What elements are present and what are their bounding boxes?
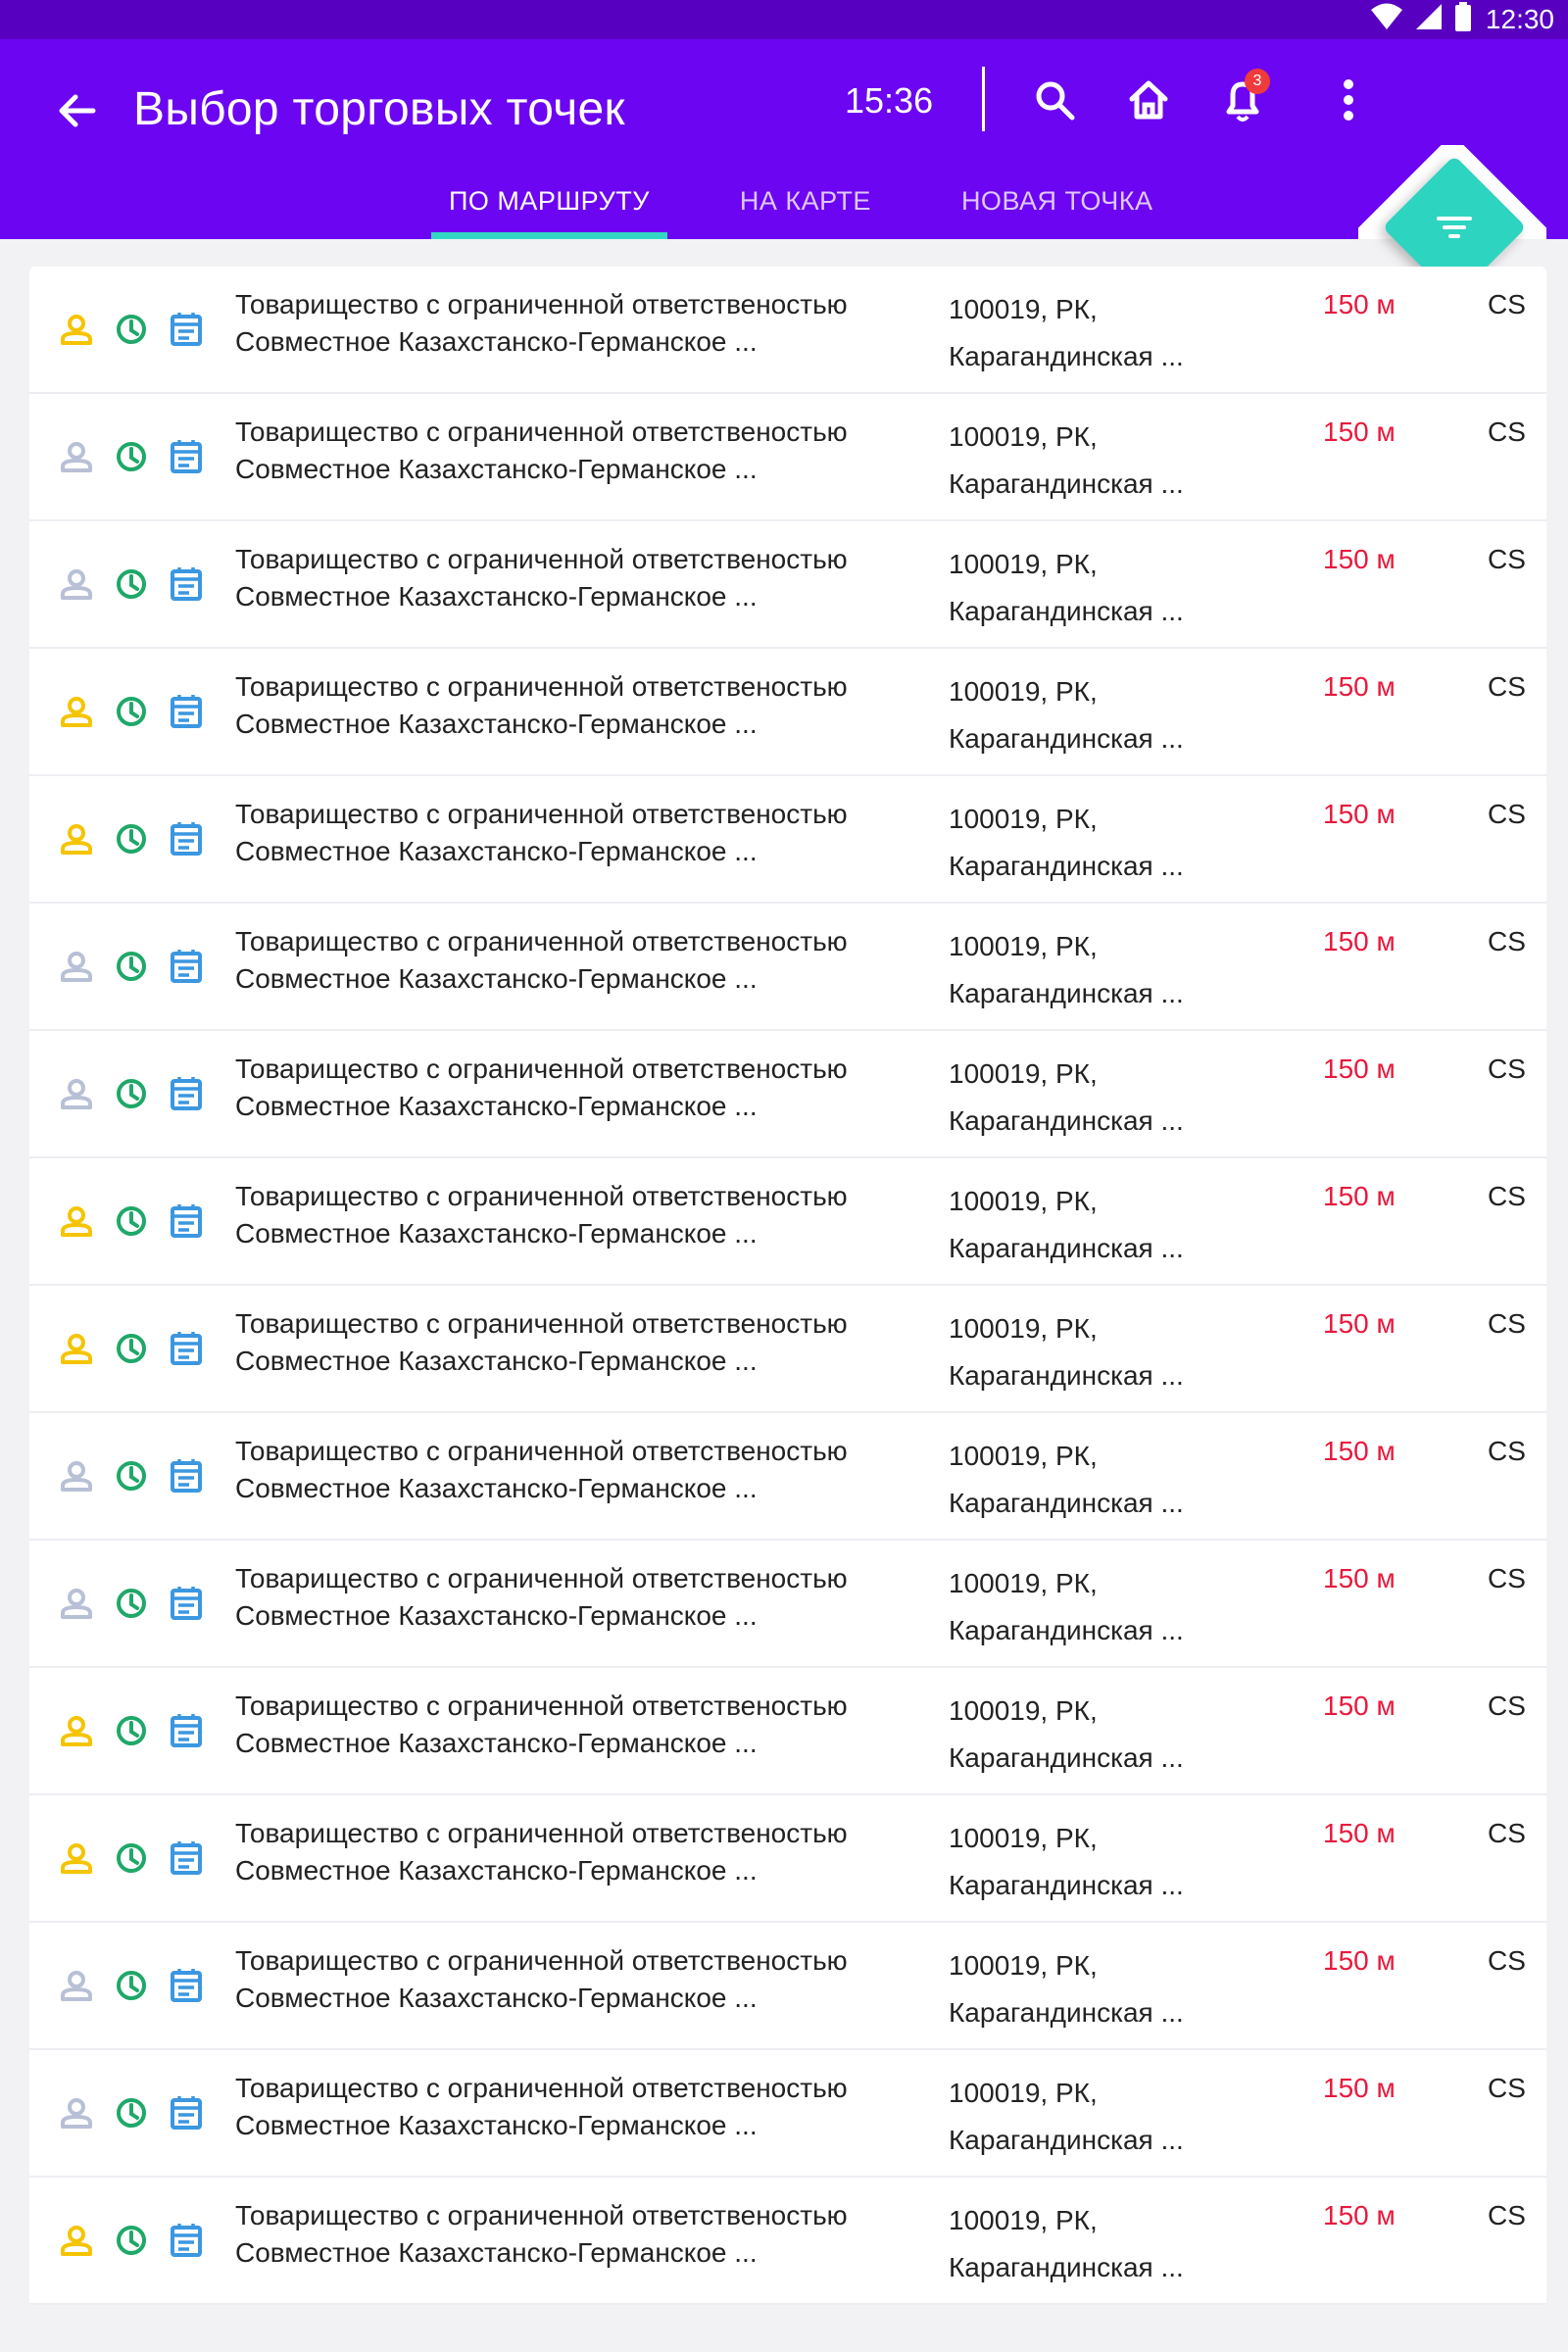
outlet-name-line1: Товарищество с ограниченной ответственостью: [235, 2073, 848, 2103]
tab-new-point[interactable]: [944, 167, 1171, 239]
notifications-button[interactable]: [1211, 69, 1274, 131]
outlet-address: [949, 923, 1243, 1017]
outlet-address-line1: 100019, РК,: [949, 931, 1098, 961]
search-button[interactable]: [1023, 69, 1086, 131]
calendar-icon: [167, 1329, 206, 1368]
person-icon: [57, 1711, 96, 1750]
outlet-address-line2: Карагандинская ...: [949, 851, 1184, 881]
outlet-name: [235, 414, 921, 488]
outlet-name-line2: Совместное Казахстанско-Германское ...: [235, 326, 758, 357]
list-item[interactable]: [29, 1541, 1546, 1668]
clock-icon: [112, 1456, 151, 1495]
outlet-address-line1: 100019, РК,: [949, 1568, 1098, 1598]
outlet-distance: 150 м: [1323, 289, 1396, 319]
header-divider: [982, 67, 985, 131]
outlet-name: [235, 923, 921, 998]
outlet-address: [949, 668, 1243, 762]
outlet-name: [235, 796, 921, 870]
outlet-name-line2: Совместное Казахстанско-Германское ...: [235, 1600, 758, 1631]
outlet-distance: 150 м: [1323, 1690, 1396, 1721]
person-icon: [57, 310, 96, 349]
more-vertical-icon: [1343, 78, 1354, 122]
list-item[interactable]: [29, 1923, 1546, 2050]
list-item[interactable]: [29, 1795, 1546, 1923]
outlet-name: [235, 2197, 921, 2272]
list-item[interactable]: [29, 1158, 1546, 1286]
clock-icon: [112, 819, 151, 858]
calendar-icon: [167, 1456, 206, 1495]
outlet-address-line2: Карагандинская ...: [949, 1870, 1184, 1900]
calendar-icon: [167, 1711, 206, 1750]
outlet-code: CS: [1488, 1181, 1526, 1211]
outlet-name: [235, 1305, 921, 1380]
outlet-name-line1: Товарищество с ограниченной ответственостью: [235, 2200, 848, 2230]
clock-icon: [112, 1584, 151, 1623]
outlet-name-line2: Совместное Казахстанско-Германское ...: [235, 454, 758, 484]
search-icon: [1033, 78, 1076, 122]
status-time: 12:30: [1485, 4, 1554, 34]
outlet-distance: 150 м: [1323, 1181, 1396, 1211]
outlet-name-line1: Товарищество с ограниченной ответственостью: [235, 671, 848, 702]
outlet-distance: 150 м: [1323, 1436, 1396, 1466]
battery-icon: [1454, 2, 1472, 38]
outlet-name: [235, 1815, 921, 1889]
outlet-address-line1: 100019, РК,: [949, 421, 1098, 452]
outlet-name-line2: Совместное Казахстанско-Германское ...: [235, 2237, 758, 2268]
outlet-name: [235, 668, 921, 743]
wifi-icon: [1370, 3, 1403, 37]
outlet-distance: 150 м: [1323, 1563, 1396, 1593]
outlet-name: [235, 1178, 921, 1252]
list-item[interactable]: [29, 2178, 1546, 2305]
clock-icon: [112, 310, 151, 349]
person-icon: [57, 437, 96, 476]
outlet-name: [235, 1688, 921, 1762]
person-icon: [57, 947, 96, 986]
calendar-icon: [167, 1584, 206, 1623]
clock-icon: [112, 692, 151, 731]
outlet-name: [235, 286, 921, 361]
list-item[interactable]: [29, 1413, 1546, 1541]
outlet-name-line1: Товарищество с ограниченной ответственостью: [235, 289, 848, 319]
outlet-address-line1: 100019, РК,: [949, 1313, 1098, 1344]
outlet-code: CS: [1488, 1818, 1526, 1848]
outlet-name-line1: Товарищество с ограниченной ответственостью: [235, 1436, 848, 1466]
list-item[interactable]: [29, 2050, 1546, 2178]
outlet-name-line2: Совместное Казахстанско-Германское ...: [235, 581, 758, 612]
clock-icon: [112, 2093, 151, 2132]
outlet-name-line1: Товарищество с ограниченной ответственостью: [235, 1563, 848, 1593]
tab-label: НОВАЯ ТОЧКА: [960, 186, 1153, 216]
outlet-distance: 150 м: [1323, 416, 1396, 447]
outlet-name-line2: Совместное Казахстанско-Германское ...: [235, 1983, 758, 2013]
outlet-address-line1: 100019, РК,: [949, 294, 1098, 324]
outlet-address: [949, 1305, 1243, 1399]
outlet-name-line2: Совместное Казахстанско-Германское ...: [235, 1091, 758, 1121]
outlet-address: [949, 286, 1243, 380]
outlet-address: [949, 1178, 1243, 1272]
clock-icon: [112, 1711, 151, 1750]
person-icon: [57, 1966, 96, 2005]
outlet-name-line2: Совместное Казахстанско-Германское ...: [235, 963, 758, 994]
list-item[interactable]: [29, 1031, 1546, 1158]
tab-map[interactable]: [722, 167, 889, 239]
outlet-name-line2: Совместное Казахстанско-Германское ...: [235, 1473, 758, 1503]
outlet-address-line2: Карагандинская ...: [949, 2252, 1184, 2282]
outlet-distance: 150 м: [1323, 1308, 1396, 1339]
calendar-icon: [167, 1966, 206, 2005]
notification-badge: 3: [1245, 69, 1270, 94]
outlet-address-line2: Карагандинская ...: [949, 1360, 1184, 1391]
calendar-icon: [167, 819, 206, 858]
outlet-address: [949, 796, 1243, 890]
outlet-address-line1: 100019, РК,: [949, 1058, 1098, 1089]
clock-icon: [112, 2221, 151, 2260]
outlet-name-line1: Товарищество с ограниченной ответственостью: [235, 926, 848, 956]
outlet-list: [29, 267, 1546, 2305]
outlet-code: CS: [1488, 544, 1526, 574]
arrow-left-icon: [54, 87, 101, 134]
outlet-name-line2: Совместное Казахстанско-Германское ...: [235, 1346, 758, 1376]
calendar-icon: [167, 947, 206, 986]
outlet-name-line2: Совместное Казахстанско-Германское ...: [235, 1855, 758, 1886]
outlet-distance: 150 м: [1323, 544, 1396, 574]
outlet-distance: 150 м: [1323, 1945, 1396, 1976]
person-icon: [57, 1329, 96, 1368]
outlet-distance: 150 м: [1323, 671, 1396, 702]
outlet-code: CS: [1488, 1436, 1526, 1466]
person-icon: [57, 819, 96, 858]
outlet-code: CS: [1488, 671, 1526, 702]
app-bar: [0, 39, 1568, 239]
outlet-address-line1: 100019, РК,: [949, 1823, 1098, 1853]
filter-icon[interactable]: [1427, 200, 1482, 255]
tab-label: НА КАРТЕ: [739, 186, 871, 216]
outlet-address-line1: 100019, РК,: [949, 1695, 1098, 1726]
outlet-name-line2: Совместное Казахстанско-Германское ...: [235, 1218, 758, 1249]
outlet-address: [949, 414, 1243, 508]
clock-icon: [112, 1966, 151, 2005]
outlet-address-line2: Карагандинская ...: [949, 1997, 1184, 2028]
tab-indicator: [431, 232, 667, 239]
outlet-code: CS: [1488, 1308, 1526, 1339]
outlet-code: CS: [1488, 1690, 1526, 1721]
person-icon: [57, 1201, 96, 1241]
tab-route[interactable]: [431, 167, 667, 239]
outlet-address-line1: 100019, РК,: [949, 549, 1098, 579]
outlet-address-line2: Карагандинская ...: [949, 1105, 1184, 1136]
outlet-distance: 150 м: [1323, 799, 1396, 829]
list-item[interactable]: [29, 1286, 1546, 1413]
signal-icon: [1415, 3, 1443, 37]
outlet-code: CS: [1488, 799, 1526, 829]
person-icon: [57, 2221, 96, 2260]
outlet-name-line1: Товарищество с ограниченной ответственостью: [235, 416, 848, 447]
outlet-name-line1: Товарищество с ограниченной ответственостью: [235, 1945, 848, 1976]
outlet-address-line2: Карагандинская ...: [949, 1615, 1184, 1645]
back-button[interactable]: [43, 76, 112, 145]
calendar-icon: [167, 1838, 206, 1878]
outlet-distance: 150 м: [1323, 2200, 1396, 2230]
outlet-code: CS: [1488, 2073, 1526, 2103]
clock-icon: [112, 1838, 151, 1878]
header-clock: 15:36: [845, 80, 934, 121]
outlet-name: [235, 541, 921, 615]
outlet-name-line1: Товарищество с ограниченной ответственостью: [235, 1818, 848, 1848]
outlet-name-line1: Товарищество с ограниченной ответственостью: [235, 1181, 848, 1211]
outlet-address-line1: 100019, РК,: [949, 1186, 1098, 1216]
outlet-address: [949, 2197, 1243, 2291]
calendar-icon: [167, 1201, 206, 1241]
person-icon: [57, 2093, 96, 2132]
outlet-address-line2: Карагандинская ...: [949, 468, 1184, 499]
clock-icon: [112, 564, 151, 604]
clock-icon: [112, 1329, 151, 1368]
outlet-name-line2: Совместное Казахстанско-Германское ...: [235, 709, 758, 739]
clock-icon: [112, 947, 151, 986]
home-button[interactable]: [1117, 69, 1180, 131]
list-item[interactable]: [29, 1668, 1546, 1795]
outlet-address-line1: 100019, РК,: [949, 1950, 1098, 1981]
outlet-address: [949, 1433, 1243, 1527]
calendar-icon: [167, 564, 206, 604]
outlet-code: CS: [1488, 1563, 1526, 1593]
outlet-address: [949, 2070, 1243, 2164]
outlet-address: [949, 1942, 1243, 2036]
clock-icon: [112, 437, 151, 476]
outlet-name-line1: Товарищество с ограниченной ответственостью: [235, 544, 848, 574]
clock-icon: [112, 1201, 151, 1241]
person-icon: [57, 1074, 96, 1113]
outlet-address: [949, 1051, 1243, 1145]
outlet-address: [949, 1688, 1243, 1782]
person-icon: [57, 1456, 96, 1495]
list-item[interactable]: [29, 394, 1546, 521]
outlet-code: CS: [1488, 1945, 1526, 1976]
outlet-code: CS: [1488, 1054, 1526, 1084]
outlet-name-line1: Товарищество с ограниченной ответственостью: [235, 1690, 848, 1721]
outlet-name-line1: Товарищество с ограниченной ответственостью: [235, 1054, 848, 1084]
outlet-name: [235, 1942, 921, 2017]
outlet-address-line1: 100019, РК,: [949, 676, 1098, 707]
outlet-code: CS: [1488, 926, 1526, 956]
outlet-address-line2: Карагандинская ...: [949, 2125, 1184, 2155]
outlet-name-line2: Совместное Казахстанско-Германское ...: [235, 1728, 758, 1758]
outlet-name-line2: Совместное Казахстанско-Германское ...: [235, 2110, 758, 2140]
outlet-address-line2: Карагандинская ...: [949, 723, 1184, 754]
calendar-icon: [167, 2221, 206, 2260]
tab-label: ПО МАРШРУТУ: [449, 186, 650, 216]
clock-icon: [112, 1074, 151, 1113]
tab-bar: [431, 167, 1225, 239]
calendar-icon: [167, 437, 206, 476]
page-title: Выбор торговых точек: [133, 83, 625, 135]
outlet-address-line1: 100019, РК,: [949, 2078, 1098, 2108]
outlet-name-line2: Совместное Казахстанско-Германское ...: [235, 836, 758, 866]
outlet-address-line2: Карагандинская ...: [949, 596, 1184, 626]
outlet-name: [235, 1560, 921, 1635]
calendar-icon: [167, 1074, 206, 1113]
outlet-address-line1: 100019, РК,: [949, 2205, 1098, 2235]
person-icon: [57, 564, 96, 604]
person-icon: [57, 1838, 96, 1878]
overflow-menu-button[interactable]: [1317, 69, 1380, 131]
list-item[interactable]: [29, 904, 1546, 1031]
outlet-distance: 150 м: [1323, 1054, 1396, 1084]
outlet-distance: 150 м: [1323, 926, 1396, 956]
outlet-name-line1: Товарищество с ограниченной ответственостью: [235, 799, 848, 829]
list-item[interactable]: [29, 267, 1546, 394]
outlet-name: [235, 1433, 921, 1507]
outlet-address: [949, 541, 1243, 635]
outlet-name: [235, 2070, 921, 2144]
outlet-distance: 150 м: [1323, 1818, 1396, 1848]
outlet-address-line2: Карагандинская ...: [949, 341, 1184, 371]
person-icon: [57, 1584, 96, 1623]
outlet-address: [949, 1815, 1243, 1909]
list-item[interactable]: [29, 649, 1546, 776]
outlet-code: CS: [1488, 289, 1526, 319]
outlet-address-line2: Карагандинская ...: [949, 1488, 1184, 1518]
calendar-icon: [167, 310, 206, 349]
list-item[interactable]: [29, 776, 1546, 904]
outlet-address: [949, 1560, 1243, 1654]
outlet-name: [235, 1051, 921, 1125]
outlet-distance: 150 м: [1323, 2073, 1396, 2103]
outlet-address-line2: Карагандинская ...: [949, 978, 1184, 1008]
person-icon: [57, 692, 96, 731]
outlet-name-line1: Товарищество с ограниченной ответственостью: [235, 1308, 848, 1339]
outlet-address-line1: 100019, РК,: [949, 1441, 1098, 1471]
calendar-icon: [167, 692, 206, 731]
home-icon: [1126, 77, 1171, 122]
list-item[interactable]: [29, 521, 1546, 649]
outlet-address-line1: 100019, РК,: [949, 804, 1098, 834]
calendar-icon: [167, 2093, 206, 2132]
outlet-code: CS: [1488, 2200, 1526, 2230]
status-bar: [0, 0, 1568, 39]
outlet-address-line2: Карагандинская ...: [949, 1742, 1184, 1773]
outlet-code: CS: [1488, 416, 1526, 447]
outlet-address-line2: Карагандинская ...: [949, 1233, 1184, 1263]
